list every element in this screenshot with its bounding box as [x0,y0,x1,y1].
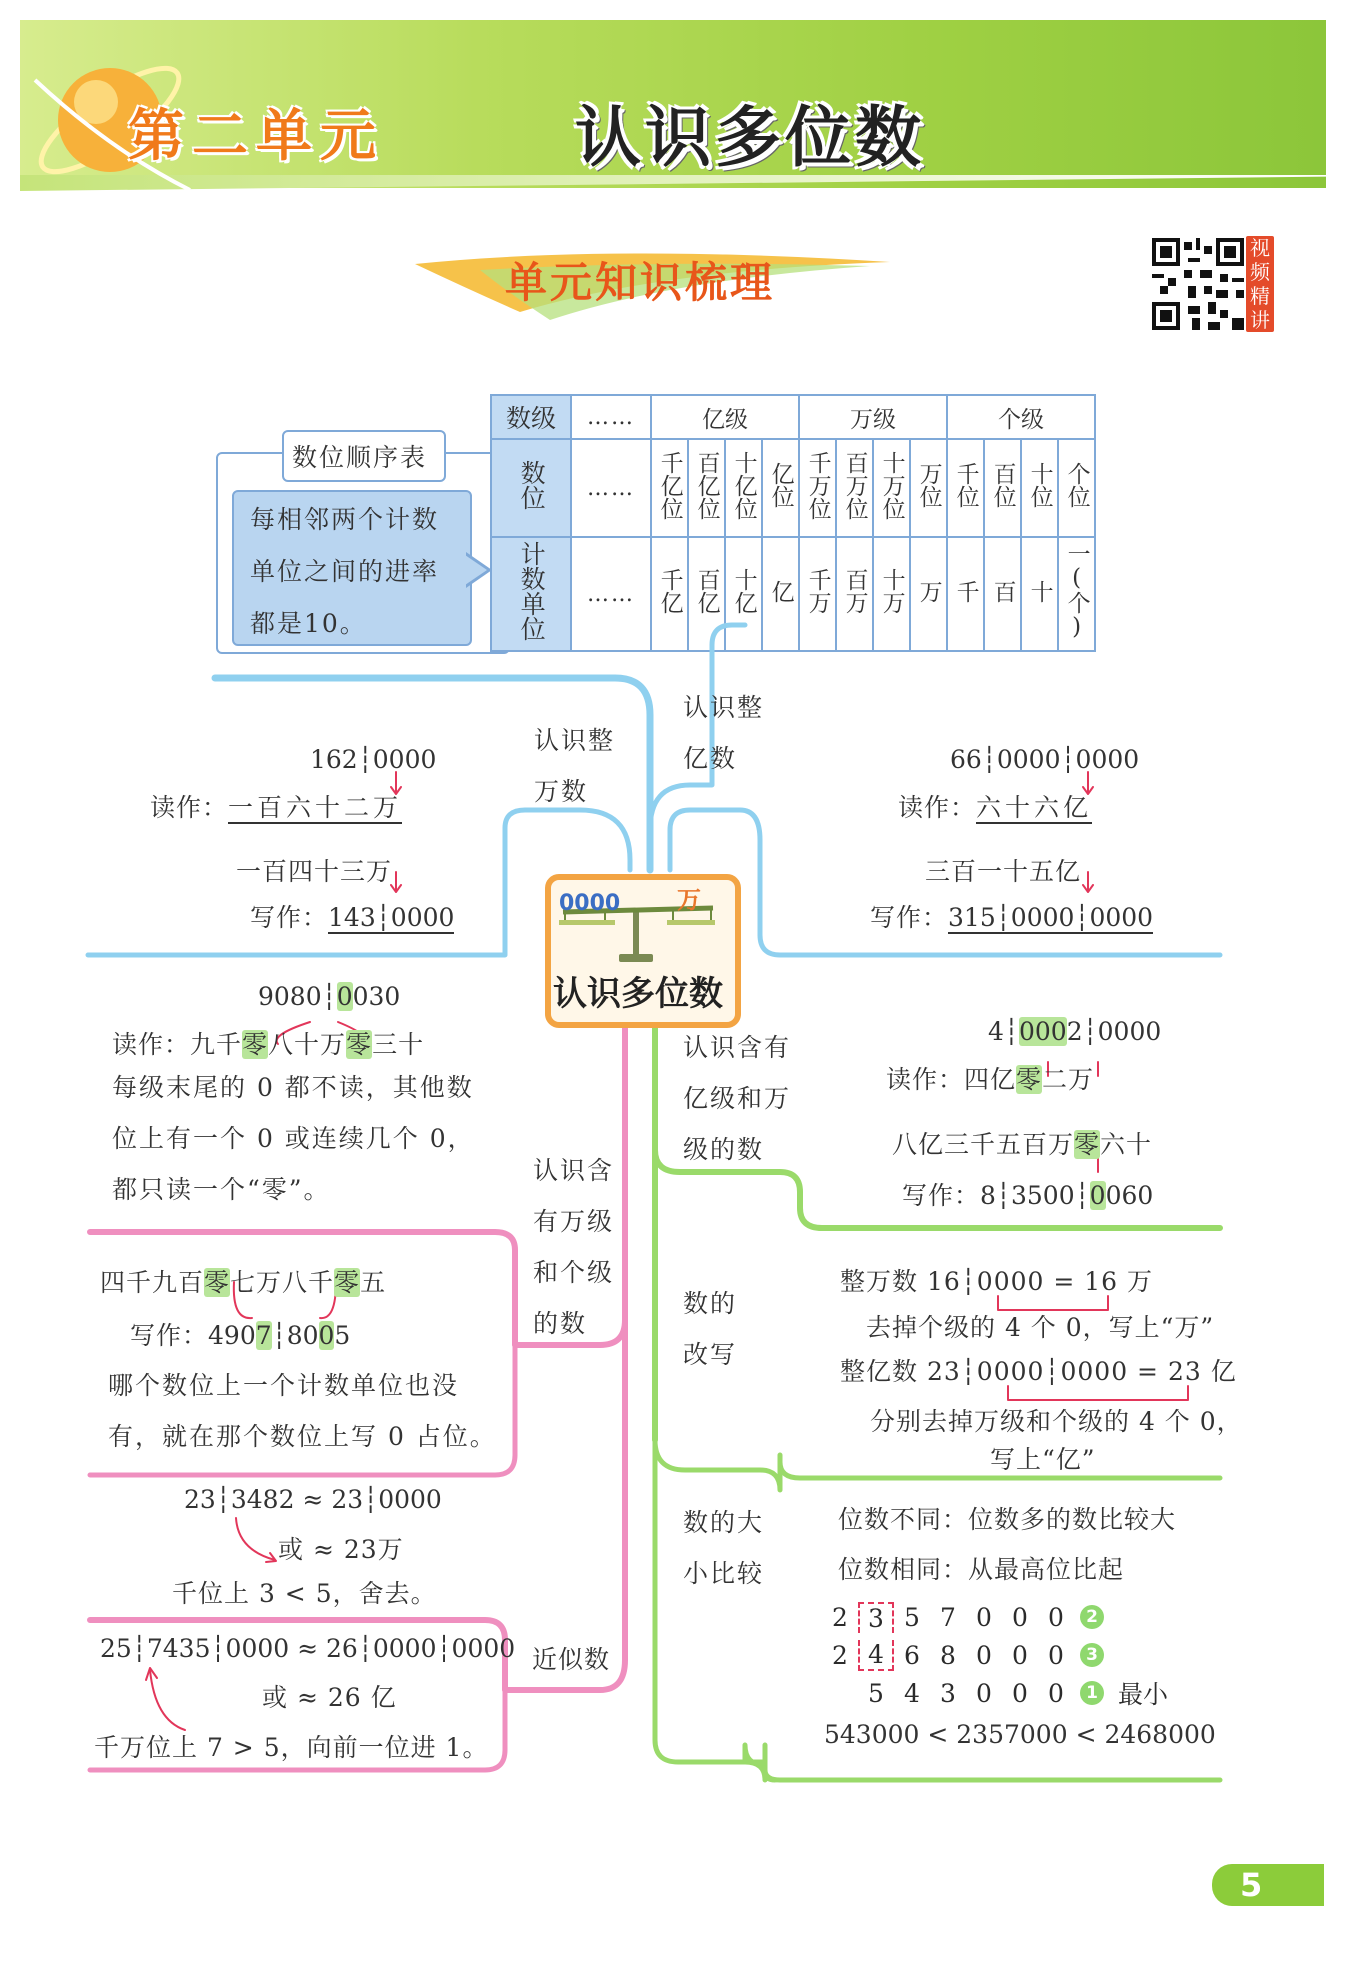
unit-cell: 十 [1021,537,1058,651]
place-cell: 个位 [1058,439,1095,537]
rewrite-line-5: 写上“亿” [990,1445,1096,1474]
rank-badge: 3 [1080,1643,1104,1667]
rank-badge: 1 [1080,1681,1104,1705]
unit-cell: 千 [947,537,984,651]
wange-write-line: 写作：4907┆8005 [130,1321,351,1350]
yi-write-line: 写作：315┆0000┆0000 [870,903,1154,932]
yi-read-line: 读作：六十六亿 [898,793,1093,822]
unit-label: 第二单元 [128,104,384,169]
unit-row-label: 计数单位 [491,537,571,651]
unit-cell: 百 [984,537,1021,651]
unit-cell: 千亿 [651,537,688,651]
rewrite-line-2: 去掉个级的 4 个 0，写上“万” [866,1313,1215,1342]
approx-ex1-line1: 23┆3482 ≈ 23┆0000 [184,1485,442,1514]
level-wan: 万级 [799,395,947,439]
table-dots: …… [571,537,651,651]
unit-cell: 万 [910,537,947,651]
approx-ex2-line1: 25┆7435┆0000 ≈ 26┆0000┆0000 [100,1634,516,1663]
approx-ex2-line2: 或 ≈ 26 亿 [262,1683,397,1712]
place-cell: 十万位 [873,439,910,537]
wan-read-line: 读作：一百六十二万 [150,793,403,822]
unit-cell: 一(个) [1058,537,1095,651]
center-topic-title: 认识多位数 [553,974,723,1014]
wange-read-line: 读作：九千零八十万零三十 [112,1030,425,1059]
place-cell: 千位 [947,439,984,537]
compare-row: 5 4 3 0 0 0 1 最小 [822,1674,1168,1712]
yiwan-write-phrase: 八亿三千五百万零六十 [892,1130,1153,1159]
branch-label-wan: 认识整 万数 [534,726,616,806]
unit-cell: 十万 [873,537,910,651]
compare-result: 543000 < 2357000 < 2468000 [824,1720,1216,1749]
note-line: 每相邻两个计数 [250,505,440,534]
yi-write-phrase: 三百一十五亿 [925,857,1082,886]
place-cell: 百万位 [836,439,873,537]
place-cell: 千万位 [799,439,836,537]
table-dots: …… [571,439,651,537]
unit-cell: 百万 [836,537,873,651]
rank-badge: 2 [1080,1605,1104,1629]
wange-read-number: 9080┆0030 [258,982,401,1011]
wange-write-phrase: 四千九百零七万八千零五 [100,1268,387,1297]
yiwan-read-line: 读作：四亿零二万 [886,1065,1095,1094]
place-row-label: 数位 [491,439,571,537]
yi-read-number: 66┆0000┆0000 [950,745,1140,774]
place-cell: 十亿位 [725,439,762,537]
yiwan-write-line: 写作：8┆3500┆0060 [902,1181,1154,1210]
place-value-title: 数位顺序表 [292,443,428,472]
level-row-label: 数级 [491,395,571,439]
wan-write-line: 写作：143┆0000 [250,903,455,932]
approx-ex2-line3: 千万位上 7 > 5，向前一位进 1。 [94,1733,489,1762]
page-number-tab [1212,1864,1324,1906]
compare-row: 2 3 5 7 0 0 0 2 [822,1598,1168,1636]
branch-label-yi: 认识整 亿数 [683,693,765,773]
branch-label-rewrite: 数的 改写 [683,1289,738,1369]
place-cell: 千亿位 [651,439,688,537]
rewrite-line-3: 整亿数 23┆0000┆0000 = 23 亿 [840,1357,1237,1386]
smallest-note: 最小 [1118,1680,1169,1709]
wange-read-rule: 每级末尾的 0 都不读，其他数 位上有一个 0 或连续几个 0， 都只读一个“零”。 [112,1073,475,1204]
wange-write-rule: 哪个数位上一个计数单位也没 有，就在那个数位上写 0 占位。 [108,1371,497,1451]
unit-cell: 亿 [762,537,799,651]
wan-read-number: 162┆0000 [310,745,437,774]
branch-label-compare: 数的大 小比较 [683,1508,765,1588]
branch-label-wan-ge: 认识含 有万级 和个级 的数 [533,1156,615,1338]
table-dots: …… [571,395,651,439]
approx-ex1-line2: 或 ≈ 23万 [278,1535,404,1564]
compare-row: 2 4 6 8 0 0 0 3 [822,1636,1168,1674]
left-weight-label: 0000 [559,891,621,916]
place-cell: 万位 [910,439,947,537]
page-title: 认识多位数 [575,99,925,176]
branch-label-yi-wan: 认识含有 亿级和万 级的数 [683,1033,792,1164]
wan-write-phrase: 一百四十三万 [236,857,393,886]
note-line: 单位之间的进率 [250,557,440,586]
branch-label-approx: 近似数 [532,1645,611,1674]
level-yi: 亿级 [651,395,799,439]
compare-rule-2: 位数相同：从最高位比起 [838,1555,1125,1584]
unit-cell: 百亿 [688,537,725,651]
balance-scale-icon [555,880,721,966]
place-cell: 百亿位 [688,439,725,537]
unit-cell: 十亿 [725,537,762,651]
place-cell: 百位 [984,439,1021,537]
rewrite-line-1: 整万数 16┆0000 = 16 万 [840,1267,1154,1296]
note-line: 都是10。 [250,609,367,638]
section-heading: 单元知识梳理 [505,258,776,307]
rewrite-line-4: 分别去掉万级和个级的 4 个 0， [870,1407,1243,1436]
compare-grid [822,1598,1168,1712]
place-cell: 十位 [1021,439,1058,537]
unit-cell: 千万 [799,537,836,651]
yiwan-read-number: 4┆0002┆0000 [988,1017,1162,1046]
branch-line-compare [655,1440,765,1780]
approx-ex1-line3: 千位上 3 < 5，舍去。 [172,1579,437,1608]
level-ge: 个级 [947,395,1095,439]
place-cell: 亿位 [762,439,799,537]
compare-rule-1: 位数不同：位数多的数比较大 [838,1505,1177,1534]
qr-video-label: 视频精讲 [1246,236,1274,332]
right-weight-label: 万 [677,886,701,914]
page-number: 5 [1240,1866,1263,1904]
